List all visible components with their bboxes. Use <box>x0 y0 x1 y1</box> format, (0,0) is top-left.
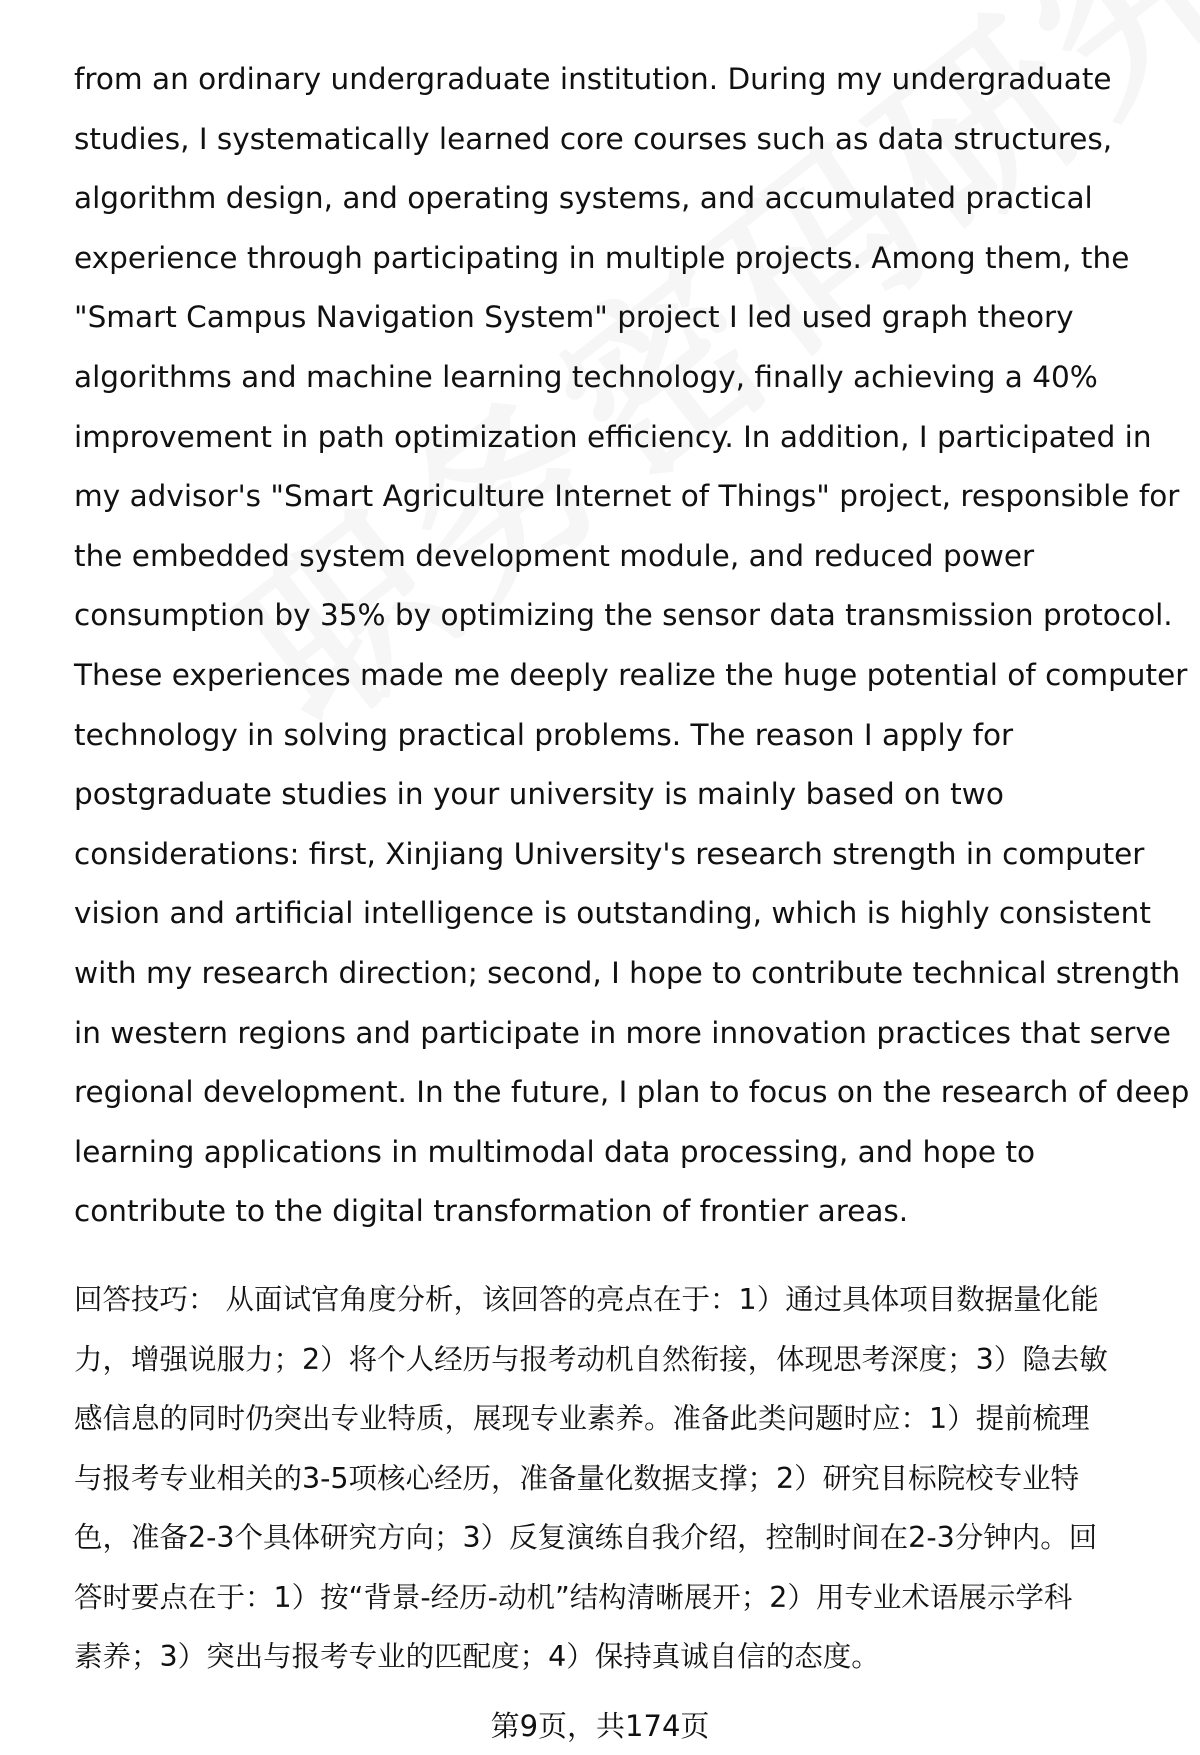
body-line: contribute to the digital transformation of frontier areas. <box>74 1194 909 1229</box>
body-line: improvement in path optimization efficiency. In addition, I participated in <box>74 419 1152 454</box>
body-line: These experiences made me deeply realize the huge potential of computer <box>74 657 1188 692</box>
tips-line: 色，准备2-3个具体研究方向；3）反复演练自我介绍，控制时间在2-3分钟内。回 <box>74 1521 1098 1554</box>
tips-line: 与报考专业相关的3-5项核心经历，准备量化数据支撑；2）研究目标院校专业特 <box>74 1461 1080 1495</box>
body-line: considerations: first, Xinjiang University's research strength in computer <box>74 836 1145 871</box>
body-line: vision and artificial intelligence is outstanding, which is highly consistent <box>74 896 1151 931</box>
answer-body <box>74 50 1190 1242</box>
body-line: learning applications in multimodal data processing, and hope to <box>74 1134 1036 1169</box>
body-line: with my research direction; second, I hope to contribute technical strength <box>74 955 1181 990</box>
body-line: postgraduate studies in your university is mainly based on two <box>74 777 1004 812</box>
tips-line: 答时要点在于：1）按“背景-经历-动机”结构清晰展开；2）用专业术语展示学科 <box>74 1580 1073 1614</box>
tips-line: 感信息的同时仍突出专业特质，展现专业素养。准备此类问题时应：1）提前梳理 <box>74 1402 1090 1435</box>
body-line: in western regions and participate in more innovation practices that serve <box>74 1015 1171 1050</box>
body-line: from an ordinary undergraduate institution. During my undergraduate <box>74 62 1112 96</box>
body-line: regional development. In the future, I plan to focus on the research of deep <box>74 1075 1190 1110</box>
body-line: my advisor's "Smart Agriculture Internet of Things" project, responsible for <box>74 479 1180 514</box>
answer-tips <box>74 1270 1154 1687</box>
tips-line: 力，增强说服力；2）将个人经历与报考动机自然衔接，体现思考深度；3）隐去敏 <box>74 1342 1108 1376</box>
body-line: algorithm design, and operating systems, and accumulated practical <box>74 181 1093 216</box>
tips-line: 回答技巧： 从面试官角度分析，该回答的亮点在于：1）通过具体项目数据量化能 <box>74 1283 1099 1316</box>
body-line: consumption by 35% by optimizing the sensor data transmission protocol. <box>74 598 1173 633</box>
body-line: "Smart Campus Navigation System" project I led used graph theory <box>74 300 1074 335</box>
body-line: algorithms and machine learning technology, finally achieving a 40% <box>74 359 1098 394</box>
body-line: the embedded system development module, and reduced power <box>74 538 1035 573</box>
tips-line: 素养；3）突出与报考专业的匹配度；4）保持真诚自信的态度。 <box>74 1640 880 1673</box>
page-number: 第9页，共174页 <box>490 1709 710 1743</box>
body-line: experience through participating in multiple projects. Among them, the <box>74 240 1130 275</box>
body-line: studies, I systematically learned core courses such as data structures, <box>74 121 1113 156</box>
body-line: technology in solving practical problems. The reason I apply for <box>74 717 1014 752</box>
